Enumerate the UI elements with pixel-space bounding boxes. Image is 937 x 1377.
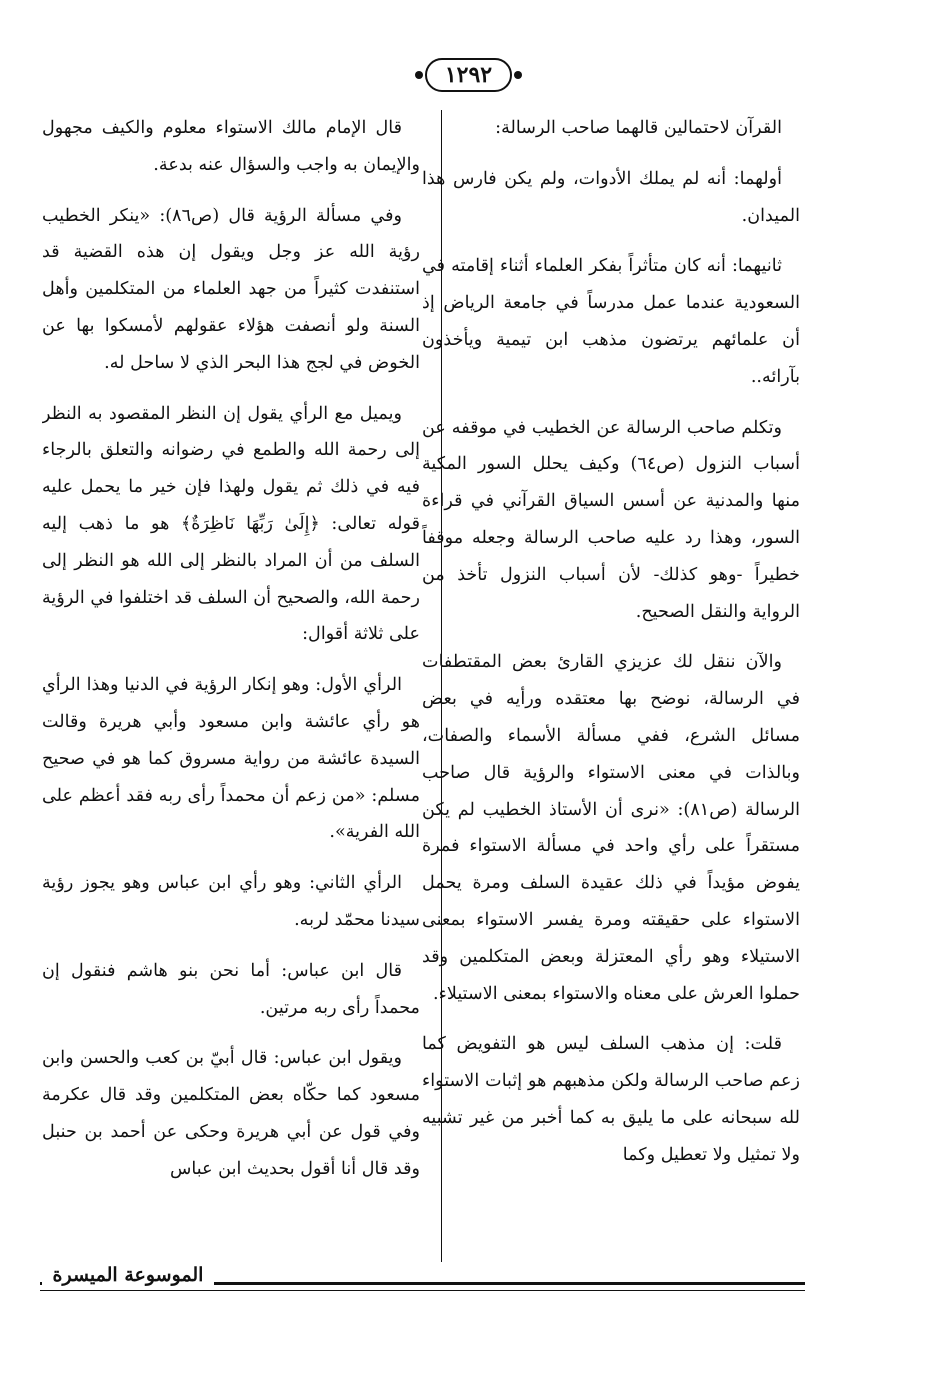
paragraph: قال ابن عباس: أما نحن بنو هاشم فنقول إن محمداً رأى ربه مرتين.: [42, 960, 420, 1018]
page-number-header: [0, 58, 937, 92]
right-text-column: [422, 110, 800, 1265]
column-divider: [441, 110, 442, 1262]
paragraph: الرأي الأول: وهو إنكار الرؤية في الدنيا وهذا الرأي هو رأي عائشة وابن مسعود وأبي هريرة وقالت السيدة عائشة من رواية مسروق كما هو في صحيح مسلم: «من زعم أن محمداً رأى ربه فقد أعظم على الله الفرية».: [42, 675, 420, 843]
paragraph: قال الإمام مالك الاستواء معلوم والكيف مجهول والإيمان به واجب والسؤال عنه بدعة.: [42, 118, 420, 175]
paragraph: والآن ننقل لك عزيزي القارئ بعض المقتطفات في الرسالة، نوضح بها معتقده ورأيه في بعض مسائل الشرع، ففي مسألة الأسماء والصفات، وبالذات في معنى الاستواء والرؤية قال صاحب الرسالة (ص٨١): «نرى أن الأستاذ الخطيب لم يكن مستقراً على رأي واحد في مسألة الاستواء فمرة يفوض مؤيداً في ذلك عقيدة السلف ومرة يحمل الاستواء على حقيقته ومرة يفسر الاستواء بمعنى الاستيلاء وهو رأي المعتزلة وبعض المتكلمين وقد حملوا العرش على معناه والاستواء بمعنى الاستيلاء.: [422, 652, 800, 1004]
paragraph: أولهما: أنه لم يملك الأدوات، ولم يكن فارس هذا الميدان.: [422, 168, 800, 226]
paragraph: الرأي الثاني: وهو رأي ابن عباس وهو يجوز رؤية سيدنا محمّد لربه.: [42, 873, 420, 930]
paragraph: ويميل مع الرأي يقول إن النظر المقصود به النظر إلى رحمة الله والطمع في رضوانه والتعلق بالرجاء فيه في ذلك ثم يقول ولهذا فإن خير ما يحمل عليه قوله تعالى: ﴿إِلَىٰ رَبِّهَا نَاظِرَةٌ﴾ هو ما ذهب إليه السلف من أن المراد بالنظر إلى الله هو النظر إلى رحمة الله، والصحيح أن السلف قد اختلفوا في الرؤية على ثلاثة أقوال:: [42, 403, 420, 645]
left-text-column: [42, 110, 420, 1265]
paragraph: القرآن لاحتمالين قالهما صاحب الرسالة:: [495, 118, 782, 138]
paragraph: وتكلم صاحب الرسالة عن الخطيب في موقفه عن أسباب النزول (ص٦٤) وكيف يحلل السور المكية منها والمدنية عن أسس السياق القرآني في قراءة السور، وهذا رد عليه صاحب الرسالة وجعله موقفاً خطيراً -وهو كذلك- لأن أسباب النزول تأخذ من الرواية والنقل الصحيح.: [422, 417, 800, 622]
paragraph: وفي مسألة الرؤية قال (ص٨٦): «ينكر الخطيب رؤية الله عز وجل ويقول إن هذه القضية قد استنفدت كثيراً من جهد العلماء من المتكلمين وأهل السنة ولو أنصفت هؤلاء عقولهم لأمسكوا بها عن الخوض في لجج هذا البحر الذي لا ساحل له.: [42, 205, 420, 373]
paragraph: ثانيهما: أنه كان متأثراً بفكر العلماء أثناء إقامته في السعودية عندما عمل مدرساً في جامعة الرياض إذ أن علمائهم يرتضون مذهب ابن تيمية ويأخذون بآرائه..: [422, 256, 800, 387]
footer-rule-thin: [40, 1290, 805, 1291]
footer-title: الموسوعة الميسرة: [42, 1264, 214, 1286]
paragraph: ويقول ابن عباس: قال أبيّ بن كعب والحسن وابن مسعود كما حكّاه بعض المتكلمين وقد قال عكرمة وفي قول عن أبي هريرة وحكى عن أحمد بن حنبل وقد قال أنا أقول بحديث ابن عباس: [42, 1048, 420, 1179]
paragraph: قلت: إن مذهب السلف ليس هو التفويض كما زعم صاحب الرسالة ولكن مذهبهم هو إثبات الاستواء لله سبحانه على ما يليق به كما أخبر من غير تشبيه ولا تمثيل ولا تعطيل وكما: [422, 1034, 800, 1165]
page-number: ١٢٩٢: [425, 58, 512, 92]
